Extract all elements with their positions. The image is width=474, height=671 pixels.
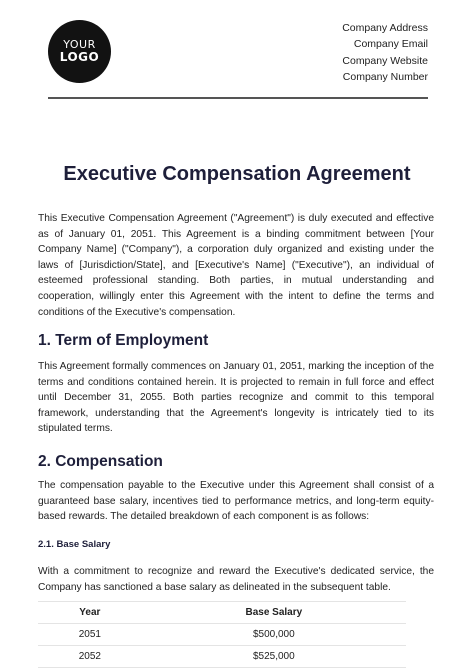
header-divider bbox=[48, 97, 428, 99]
section-compensation-heading: 2. Compensation bbox=[38, 453, 163, 470]
cell-salary: $500,000 bbox=[142, 624, 406, 646]
table-header-row bbox=[38, 602, 406, 624]
company-email: Company Email bbox=[353, 38, 428, 51]
column-header-year: Year bbox=[38, 602, 142, 624]
column-header-base-salary: Base Salary bbox=[142, 602, 406, 624]
table-row bbox=[38, 624, 406, 646]
base-salary-heading: 2.1. Base Salary bbox=[38, 539, 111, 550]
company-website: Company Website bbox=[342, 54, 428, 67]
section-term-heading: 1. Term of Employment bbox=[38, 332, 209, 349]
table-row bbox=[38, 646, 406, 668]
company-address: Company Address bbox=[342, 22, 428, 34]
company-number: Company Number bbox=[342, 70, 428, 83]
cell-year: 2051 bbox=[38, 624, 142, 646]
company-logo bbox=[48, 20, 111, 83]
cell-year: 2052 bbox=[38, 646, 142, 668]
document-title: Executive Compensation Agreement bbox=[63, 163, 411, 185]
section-term-body: This Agreement formally commences on January 01, 2051, marking the inception of the terms and conditions contained herein. It is projected to remain in full force and effect until December 31, 2055. Both parties recognize and commit to this temporal framework, understanding that the Agreement's longevity is intricately tied to its stipulated terms. bbox=[38, 361, 434, 435]
logo-text-line1: YOUR bbox=[63, 38, 96, 52]
salary-table bbox=[38, 601, 406, 668]
intro-paragraph: This Executive Compensation Agreement ("Agreement") is duly executed and effective as of January 01, 2051. This Agreement is a binding commitment between [Your Company Name] ("Company"), a corporation duly organized and existing under the laws of [Jurisdiction/State], and [Executive's Name] ("Executive"), an individual of esteemed professional standing. Both parties, in mutual understanding and cooperation, willingly enter this Agreement with the intent to define the terms and conditions of the Executive's compensation. bbox=[38, 213, 434, 318]
cell-salary: $525,000 bbox=[142, 646, 406, 668]
base-salary-body: With a commitment to recognize and reward the Executive's dedicated service, the Company has sanctioned a base salary as delineated in the subsequent table. bbox=[38, 566, 434, 593]
company-info bbox=[342, 20, 428, 85]
logo-text-line2: LOGO bbox=[59, 49, 100, 64]
section-compensation-body: The compensation payable to the Executive under this Agreement shall consist of a guaranteed base salary, incentives tied to performance metrics, and long-term equity-based rewards. The detailed breakdown of each component is as follows: bbox=[38, 480, 434, 523]
